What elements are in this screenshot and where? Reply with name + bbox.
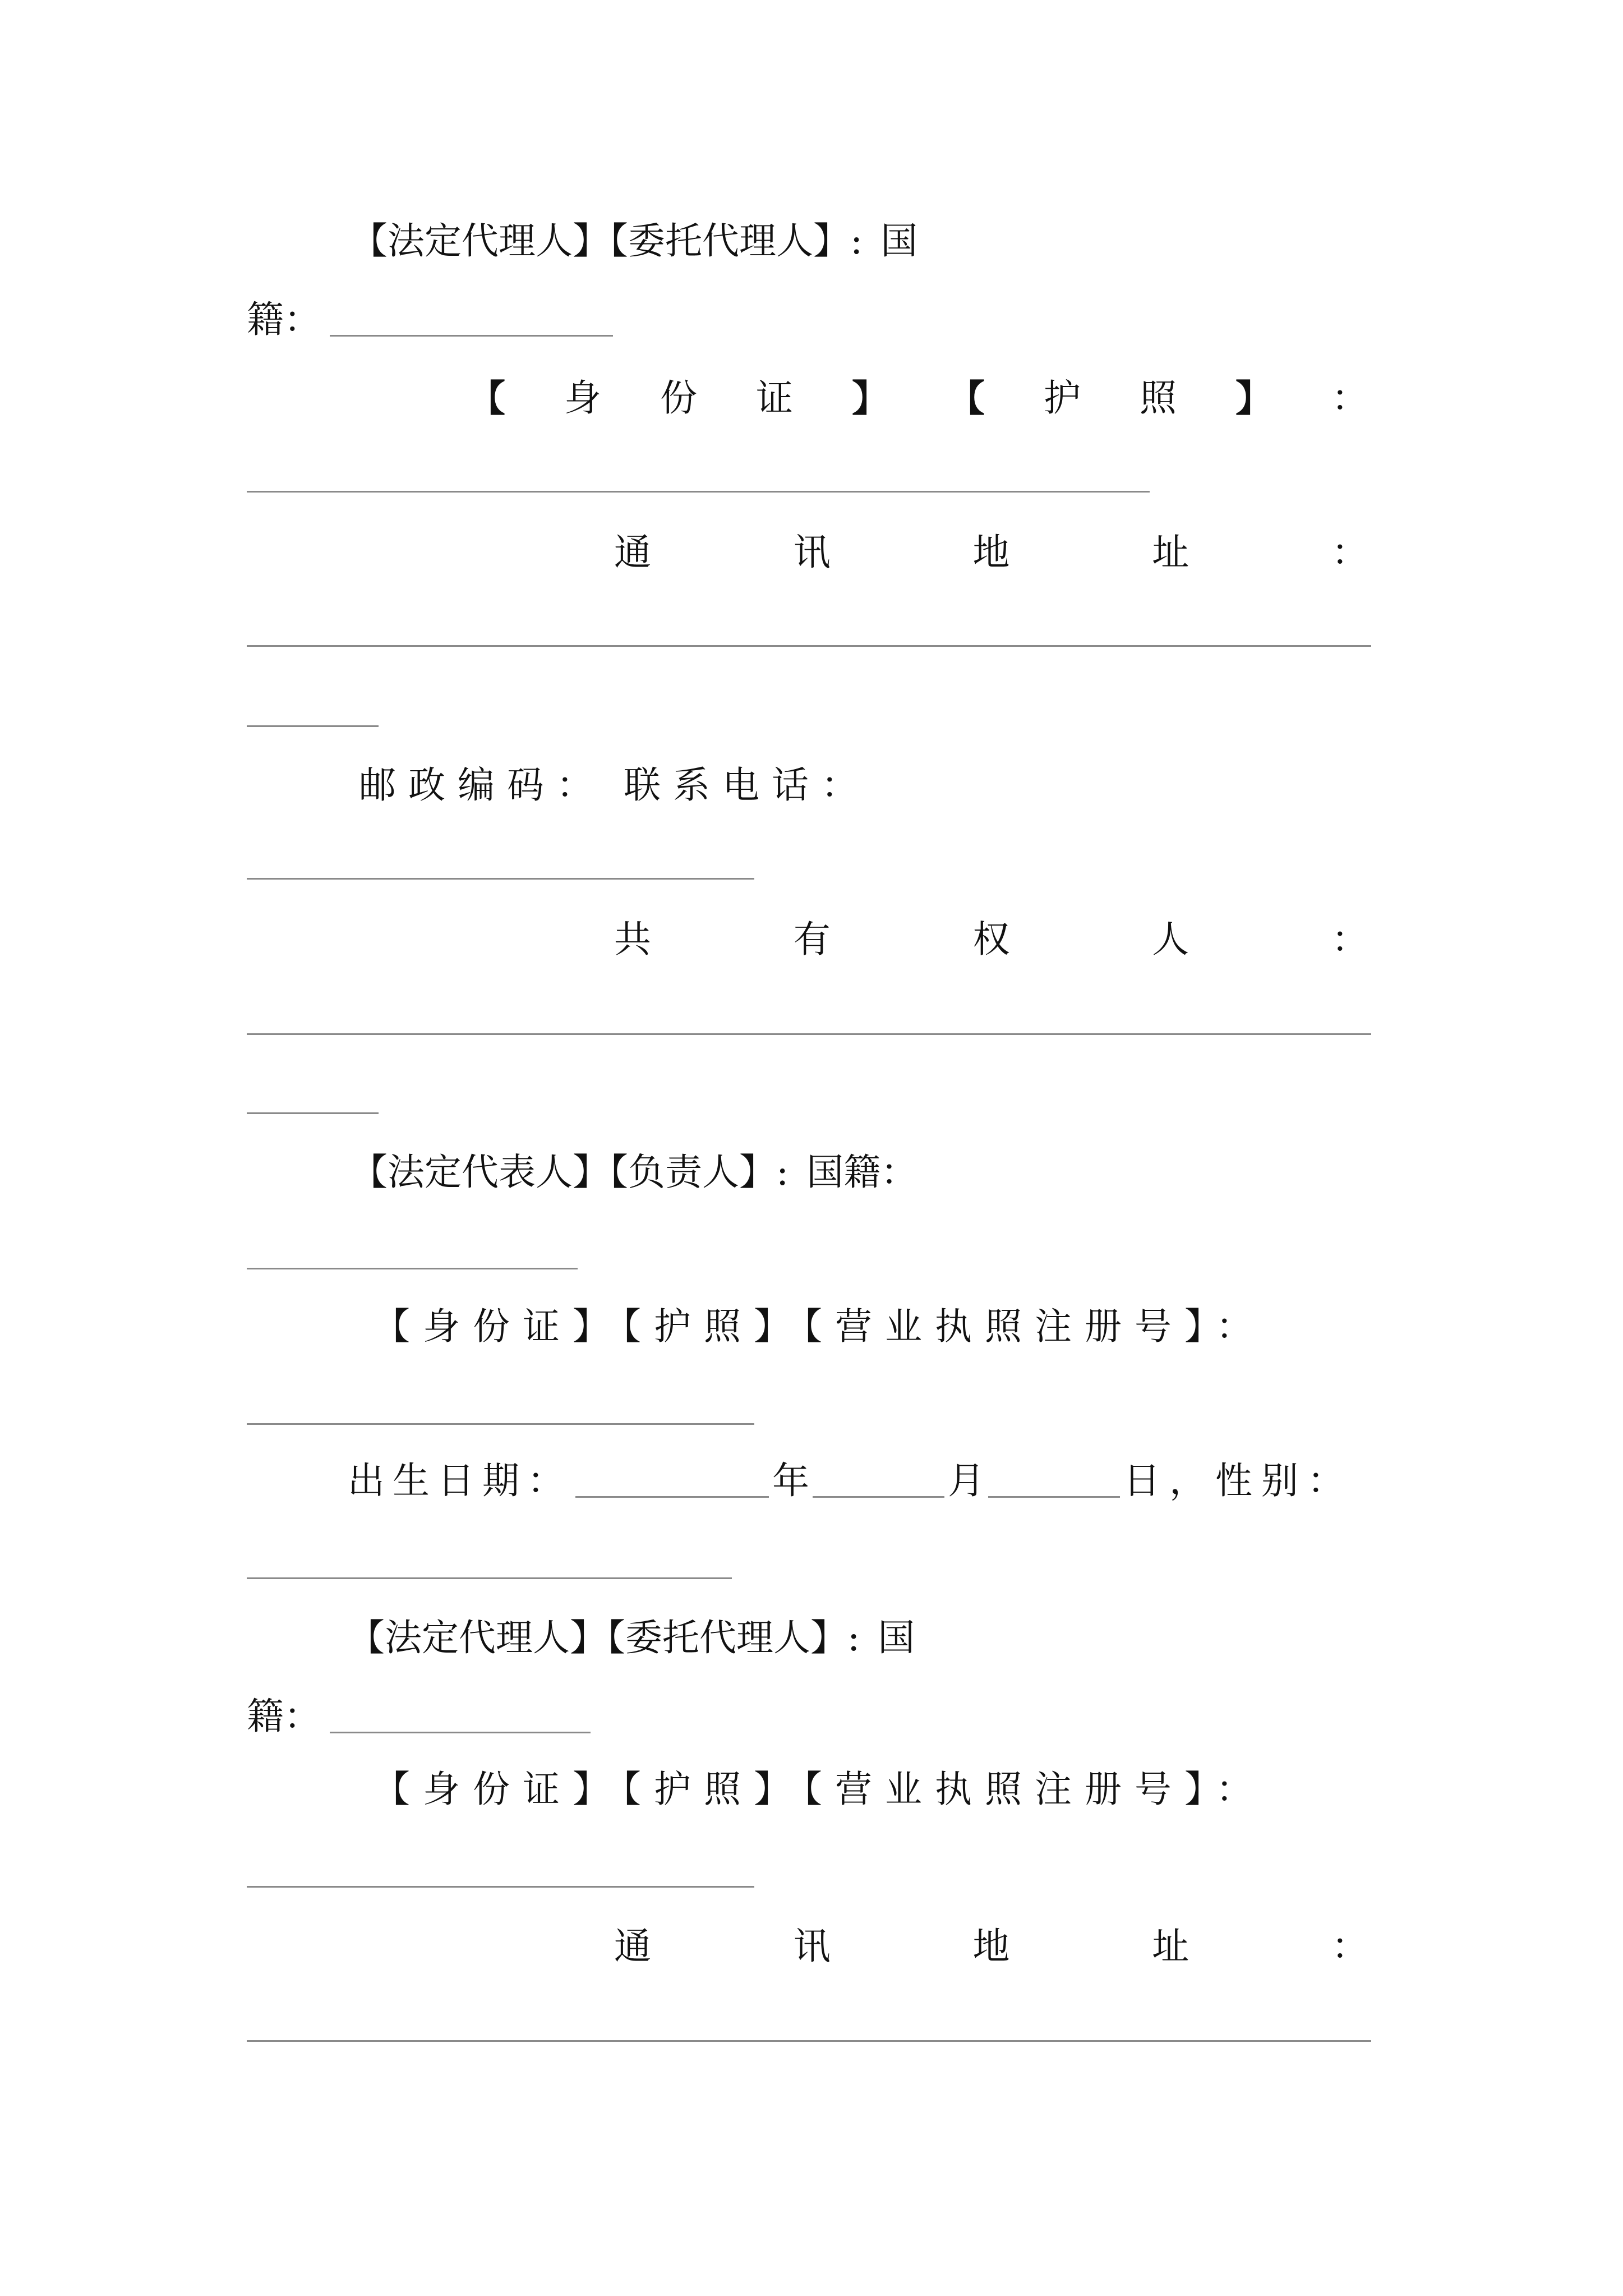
address-char: 地	[972, 531, 1010, 574]
address-line	[614, 519, 1368, 586]
id-char: 证	[756, 376, 793, 420]
id-license-blank-1[interactable]	[247, 1423, 754, 1425]
address-blank-1[interactable]	[247, 645, 1371, 647]
address-blank-2[interactable]	[247, 725, 379, 727]
legal-agent-line-2	[348, 1604, 1391, 1672]
id-license-line-1	[373, 1293, 1377, 1360]
address-char: 讯	[793, 531, 831, 574]
id-char: 【	[468, 376, 505, 420]
address-char: 址	[1152, 531, 1189, 574]
address-char: 讯	[793, 1925, 831, 1968]
nationality-blank-2[interactable]	[330, 1732, 591, 1733]
birth-year-label: 年	[772, 1459, 809, 1502]
postcode-phone-line	[359, 752, 1368, 819]
address-char: 通	[614, 1925, 651, 1968]
id-char: 【	[948, 376, 985, 420]
legal-agent-label: 【法定代理人】【委托代理人】:	[351, 219, 863, 263]
phone-label: 联系电话：	[624, 763, 870, 807]
nationality-line	[247, 286, 1385, 353]
legal-rep-nationality-blank[interactable]	[247, 1268, 578, 1269]
nationality-prefix: 国	[880, 219, 918, 263]
nationality-blank[interactable]	[330, 335, 613, 337]
nationality-label: 籍：	[247, 298, 321, 341]
co-owner-char: 人	[1152, 918, 1189, 961]
co-owner-char: ：	[1331, 918, 1368, 961]
address-char: ：	[1331, 1925, 1368, 1968]
legal-rep-nationality: 国籍：	[806, 1151, 918, 1194]
id-char: 照	[1140, 376, 1177, 420]
id-license-label-2: 【身份证】【护照】【营业执照注册号】：	[373, 1768, 1266, 1811]
birth-year-blank[interactable]	[575, 1496, 769, 1498]
address-blank-3[interactable]	[247, 2040, 1371, 2042]
legal-rep-line	[351, 1139, 1416, 1206]
address-char: 地	[972, 1925, 1010, 1968]
co-owner-char: 共	[614, 918, 651, 961]
co-owner-blank-2[interactable]	[247, 1112, 379, 1114]
co-owner-char: 有	[793, 918, 831, 961]
birth-label: 出生日期：	[348, 1459, 572, 1502]
nationality-prefix-2: 国	[878, 1616, 915, 1659]
id-passport-line	[468, 365, 1368, 432]
gender-blank[interactable]	[247, 1577, 732, 1579]
birth-month-label: 月	[948, 1459, 985, 1502]
birth-day-gender-label: 日，性别：	[1123, 1459, 1353, 1502]
id-license-line-2	[373, 1756, 1377, 1823]
co-owner-blank-1[interactable]	[247, 1033, 1371, 1035]
nationality-line-2	[247, 1683, 1385, 1750]
address-char: 址	[1152, 1925, 1189, 1968]
address-line-2	[614, 1913, 1368, 1980]
address-char: 通	[614, 531, 651, 574]
nationality-label-2: 籍：	[247, 1695, 321, 1738]
id-char: 】	[852, 376, 889, 420]
id-char: 份	[660, 376, 697, 420]
id-char: 】	[1235, 376, 1272, 420]
legal-rep-label: 【法定代表人】【负责人】:	[351, 1151, 789, 1194]
birth-day-blank[interactable]	[988, 1496, 1120, 1498]
id-char: 身	[564, 376, 601, 420]
legal-agent-label-2: 【法定代理人】【委托代理人】:	[348, 1616, 860, 1659]
address-char: ：	[1331, 531, 1368, 574]
phone-blank[interactable]	[247, 878, 754, 880]
id-license-label-1: 【身份证】【护照】【营业执照注册号】：	[373, 1305, 1266, 1348]
id-char: ：	[1331, 376, 1368, 420]
legal-agent-line	[351, 208, 1391, 275]
id-license-blank-2[interactable]	[247, 1886, 754, 1888]
co-owner-line	[614, 906, 1368, 973]
co-owner-char: 权	[972, 918, 1010, 961]
id-passport-blank[interactable]	[247, 491, 1150, 493]
postcode-label: 邮政编码：	[359, 763, 606, 807]
birth-month-blank[interactable]	[813, 1496, 944, 1498]
birth-gender-line	[348, 1447, 1368, 1515]
id-char: 护	[1044, 376, 1081, 420]
